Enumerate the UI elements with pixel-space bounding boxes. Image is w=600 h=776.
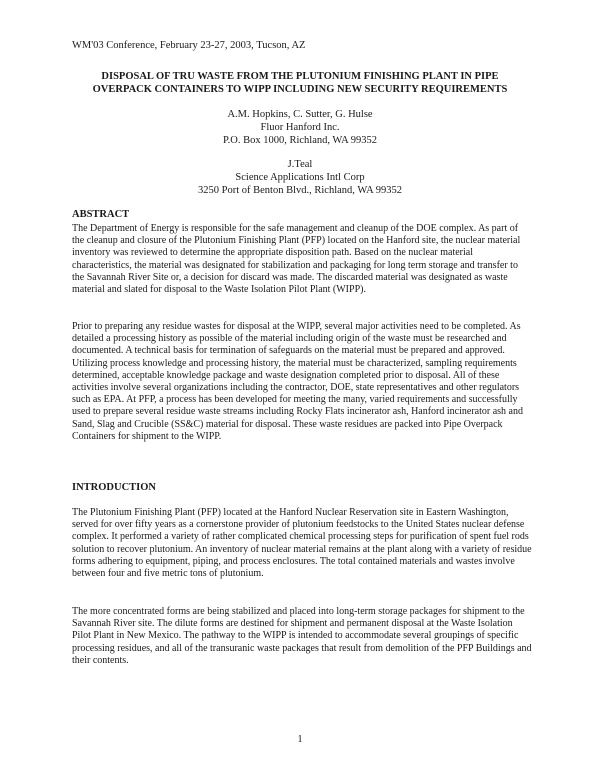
paper-title <box>60 70 540 96</box>
page-number: 1 <box>297 734 303 745</box>
running-head: WM'03 Conference, February 23-27, 2003, Tucson, AZ <box>72 40 306 51</box>
author-address: P.O. Box 1000, Richland, WA 99352 <box>222 135 378 146</box>
author-affiliation: Fluor Hanford Inc. <box>260 122 340 133</box>
author-block-2 <box>100 158 500 197</box>
author-names: J.Teal <box>287 159 313 170</box>
title-line-2: OVERPACK CONTAINERS TO WIPP INCLUDING NEW SECURITY REQUIREMENTS <box>92 84 508 95</box>
author-names: A.M. Hopkins, C. Sutter, G. Hulse <box>227 109 373 120</box>
abstract-paragraph-2: Prior to preparing any residue wastes for disposal at the WIPP, several major activities need to be completed. As detailed a processing history as possible of the material including origin of the waste must be researched and documented. A technical basis for termination of safeguards on the material must be prepared and approved. Utilizing process knowledge and processing history, the material must be characterized, sampling requirements determined, acceptable knowledge package and waste designation completed prior to disposal. All of these activities involve several organizations including the contractor, DOE, state representatives and other regulators such as EPA. At PFP, a process has been developed for meeting the many, varied requirements and successfully used to prepare several residue waste streams including Rocky Flats incinerator ash, Hanford incinerator ash and Sand, Slag and Crucible (SS&C) material for disposal. These waste residues are packed into Pipe Overpack Containers for shipment to the WIPP. <box>72 321 523 442</box>
author-affiliation: Science Applications Intl Corp <box>235 172 365 183</box>
abstract-paragraph-1: The Department of Energy is responsible for the safe management and cleanup of the DOE complex. As part of the cleanup and closure of the Plutonium Finishing Plant (PFP) located on the Hanford site, the nuclear material inventory was reviewed to determine the appropriate disposition path. Based on the nuclear material characteristics, the material was designated for stabilization and packaging for long term storage and transfer to the Savannah River Site or, a decision for discard was made. The discarded material was designated as waste material and slated for disposal to the Waste Isolation Pilot Plant (WIPP). <box>72 223 521 296</box>
introduction-paragraph-1: The Plutonium Finishing Plant (PFP) located at the Hanford Nuclear Reservation site in Eastern Washington, served for over fifty years as a cornerstone provider of plutonium feedstocks to the United States nuclear defense complex. It performed a variety of rather complicated chemical processing steps for purification of spent fuel rods solution to recover plutonium. An inventory of nuclear material remains at the plant along with a variety of residue forms adhering to equipment, piping, and process enclosures. The total contained materials and wastes involve between four and five metric tons of plutonium. <box>72 507 532 580</box>
author-block-1 <box>100 108 500 147</box>
abstract-heading: ABSTRACT <box>72 209 130 220</box>
introduction-paragraph-2: The more concentrated forms are being stabilized and placed into long-term storage packages for shipment to the Savannah River site. The dilute forms are destined for shipment and permanent disposal at the Waste Isolation Pilot Plant in New Mexico. The pathway to the WIPP is intended to accommodate several groupings of specific processing residues, and all of the transuranic waste packages that result from demolition of the PFP Buildings and their contents. <box>72 606 532 666</box>
title-line-1: DISPOSAL OF TRU WASTE FROM THE PLUTONIUM FINISHING PLANT IN PIPE <box>101 71 499 82</box>
author-address: 3250 Port of Benton Blvd., Richland, WA 99352 <box>198 185 402 196</box>
introduction-heading: INTRODUCTION <box>72 482 157 493</box>
